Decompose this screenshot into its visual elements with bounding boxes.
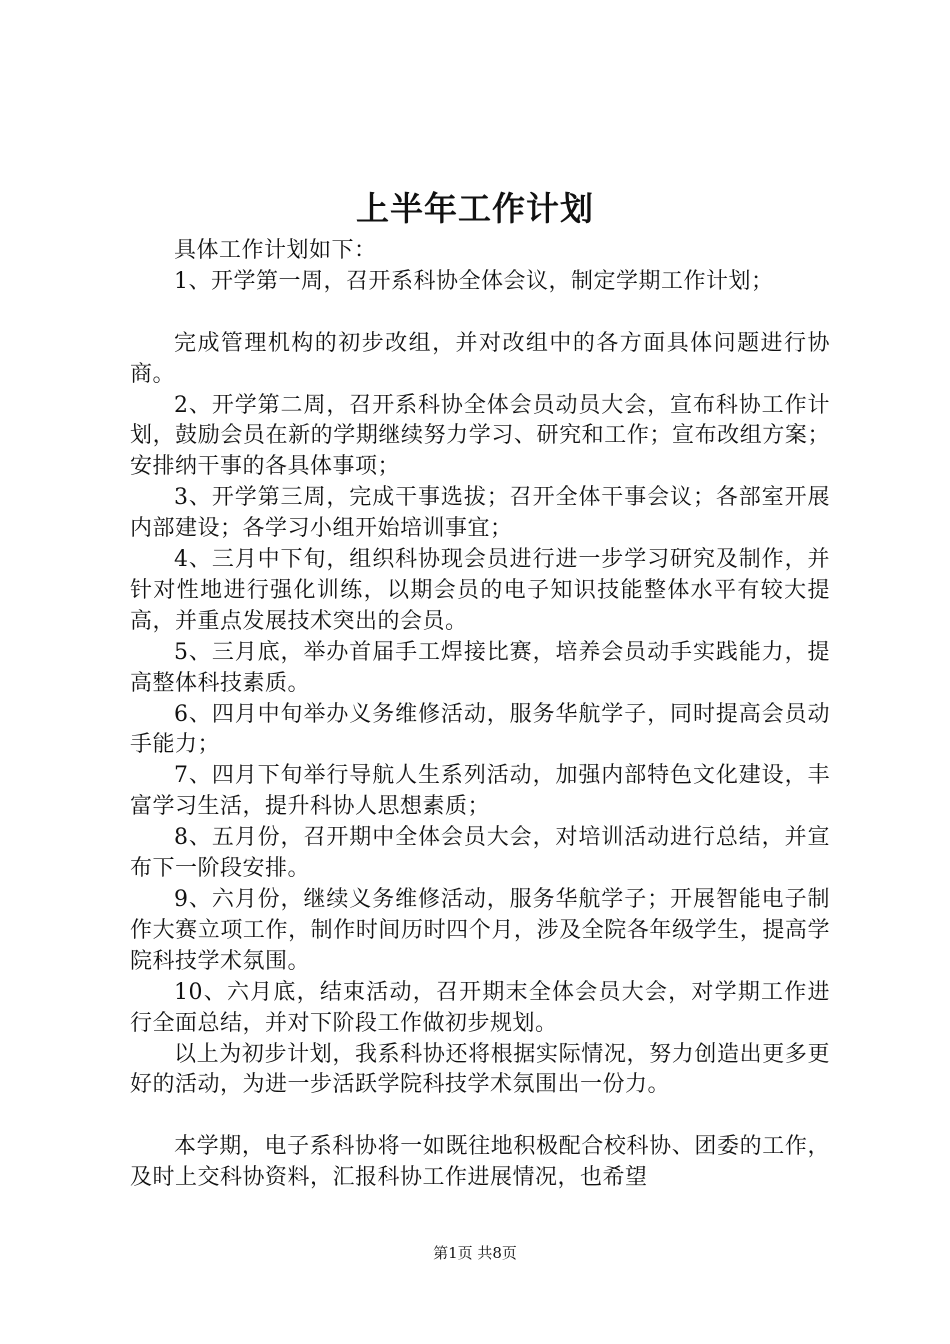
paragraph-reorganization: 完成管理机构的初步改组，并对改组中的各方面具体问题进行协商。	[130, 330, 830, 387]
paragraph-item-2: 2、开学第二周，召开系科协全体会员动员大会，宣布科协工作计划，鼓励会员在新的学期继续努力学习、研究和工作；宣布改组方案；安排纳干事的各具体事项；	[130, 392, 830, 480]
paragraph-item-6: 6、四月中旬举办义务维修活动，服务华航学子，同时提高会员动手能力；	[130, 701, 830, 758]
document-title: 上半年工作计划	[356, 189, 594, 228]
paragraph-conclusion: 以上为初步计划，我系科协还将根据实际情况，努力创造出更多更好的活动，为进一步活跃学院科技学术氛围出一份力。	[130, 1041, 830, 1098]
paragraph-item-8: 8、五月份，召开期中全体会员大会，对培训活动进行总结，并宣布下一阶段安排。	[130, 825, 830, 882]
document-body	[130, 236, 830, 1194]
paragraph-item-7: 7、四月下旬举行导航人生系列活动，加强内部特色文化建设，丰富学习生活，提升科协人思想素质；	[130, 763, 830, 820]
blank-line	[130, 1101, 830, 1132]
blank-line	[130, 298, 830, 329]
paragraph-intro: 具体工作计划如下：	[174, 238, 377, 263]
paragraph-item-1: 1、开学第一周，召开系科协全体会议，制定学期工作计划；	[174, 268, 774, 294]
paragraph-semester: 本学期，电子系科协将一如既往地积极配合校科协、团委的工作，及时上交科协资料，汇报科协工作进展情况，也希望	[130, 1134, 830, 1191]
page-footer: 第1页 共8页	[433, 1244, 517, 1262]
paragraph-item-3: 3、开学第三周，完成干事选拔；召开全体干事会议；各部室开展内部建设；各学习小组开始培训事宜；	[130, 485, 830, 542]
paragraph-item-4: 4、三月中下旬，组织科协现会员进行进一步学习研究及制作，并针对性地进行强化训练，以期会员的电子知识技能整体水平有较大提高，并重点发展技术突出的会员。	[130, 547, 830, 634]
paragraph-item-10: 10、六月底，结束活动，召开期末全体会员大会，对学期工作进行全面总结，并对下阶段工作做初步规划。	[130, 979, 830, 1036]
paragraph-item-9: 9、六月份，继续义务维修活动，服务华航学子；开展智能电子制作大赛立项工作，制作时间历时四个月，涉及全院各年级学生，提高学院科技学术氛围。	[130, 887, 830, 974]
paragraph-item-5: 5、三月底，举办首届手工焊接比赛，培养会员动手实践能力，提高整体科技素质。	[130, 639, 830, 696]
